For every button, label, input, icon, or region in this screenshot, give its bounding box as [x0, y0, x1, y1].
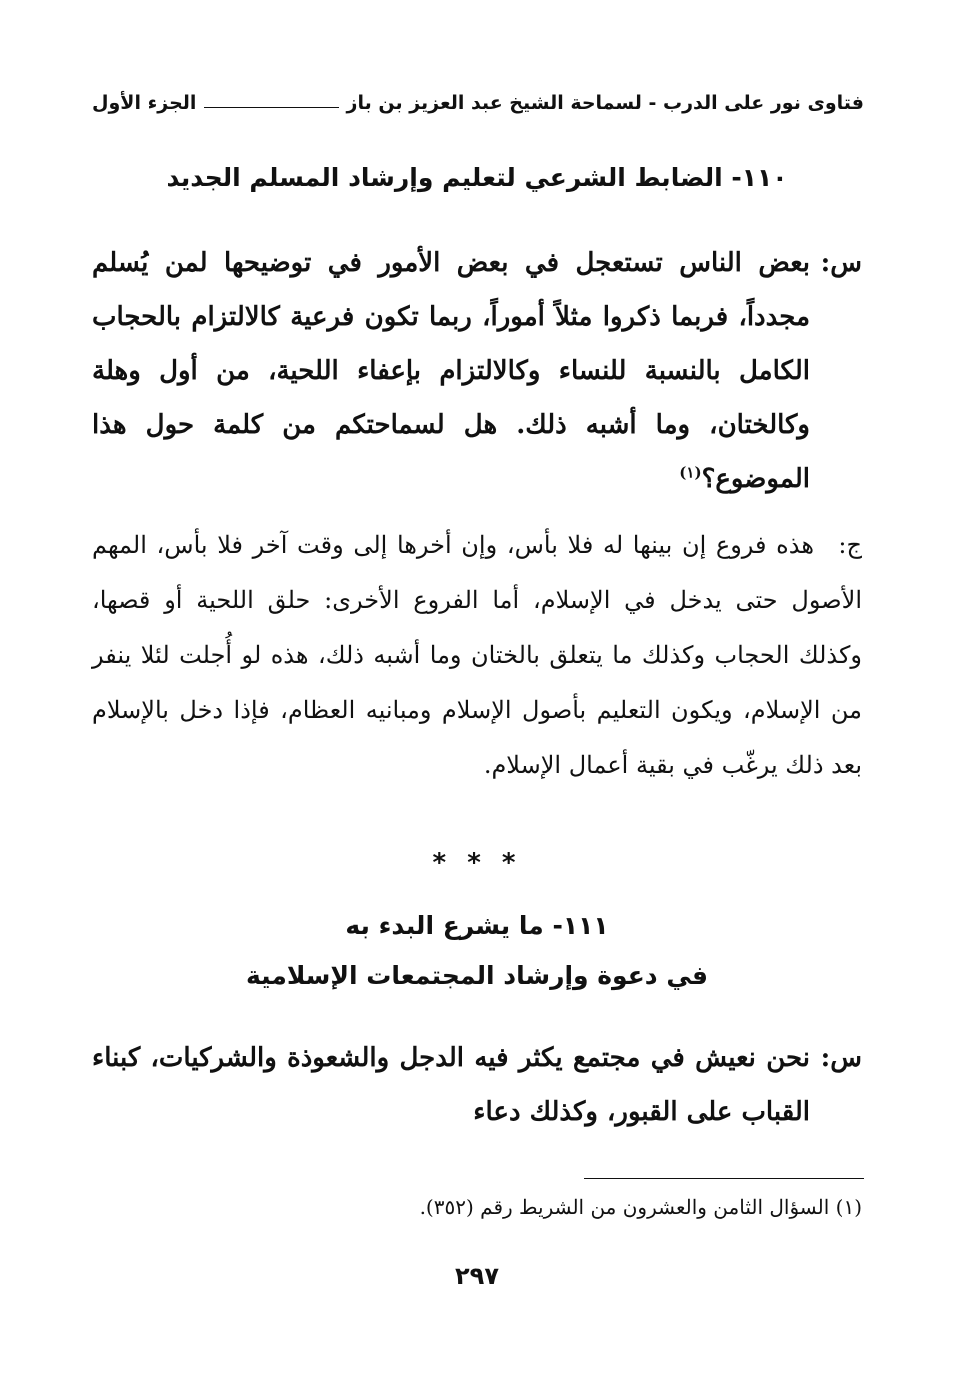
question-marker: س:	[820, 1043, 862, 1073]
question-text: نحن نعيش في مجتمع يكثر فيه الدجل والشعوذة والشركيات، كبناء القباب على القبور، وكذلك دعاء	[92, 1043, 810, 1127]
header-book-title: فتاوى نور على الدرب - لسماحة الشيخ عبد العزيز بن باز	[346, 92, 864, 114]
footnote-reference: (١)	[679, 463, 702, 482]
question-text-wrap	[92, 236, 810, 506]
answer-110	[92, 518, 862, 793]
question-110	[92, 236, 862, 506]
section-110-title: ١١٠- الضابط الشرعي لتعليم وإرشاد المسلم الجديد	[166, 163, 788, 192]
answer-marker: ج:	[838, 531, 862, 559]
section-separator: * * *	[432, 848, 522, 878]
header-rule	[204, 107, 338, 108]
section-111-title-line1: ١١١- ما يشرع البدء به	[345, 911, 609, 940]
header-volume-label: الجزء الأول	[92, 92, 197, 114]
footnote: (١) السؤال الثامن والعشرون من الشريط رقم (٣٥٢).	[419, 1195, 862, 1219]
question-text: بعض الناس تستعجل في بعض الأمور في توضيحها لمن يُسلم مجدداً، فربما ذكروا مثلاً أموراً، ربما تكون فرعية كالالتزام بالحجاب الكامل بالنسبة للنساء وكالالتزام بإعفاء اللحية، من أول وهلة وكالختان، وما أشبه ذلك. هل لسماحتكم من كلمة حول هذا الموضوع؟	[92, 248, 810, 494]
footnote-rule	[584, 1178, 864, 1179]
question-111	[92, 1031, 862, 1139]
section-111-title-line2: في دعوة وإرشاد المجتمعات الإسلامية	[245, 961, 709, 990]
page-number: ٢٩٧	[455, 1262, 499, 1290]
answer-text: هذه فروع إن بينها له فلا بأس، وإن أخرها إلى وقت آخر فلا بأس، المهم الأصول حتى يدخل في الإسلام، أما الفروع الأخرى: حلق اللحية أو قصها، وكذلك الحجاب وكذلك ما يتعلق بالختان وما أشبه ذلك، هذه لو أُجلت لئلا ينفر من الإسلام، ويكون التعليم بأصول الإسلام ومبانيه العظام، فإذا دخل بالإسلام بعد ذلك يرغّب في بقية أعمال الإسلام.	[92, 531, 862, 779]
question-marker: س:	[820, 248, 862, 278]
running-header	[92, 88, 864, 118]
